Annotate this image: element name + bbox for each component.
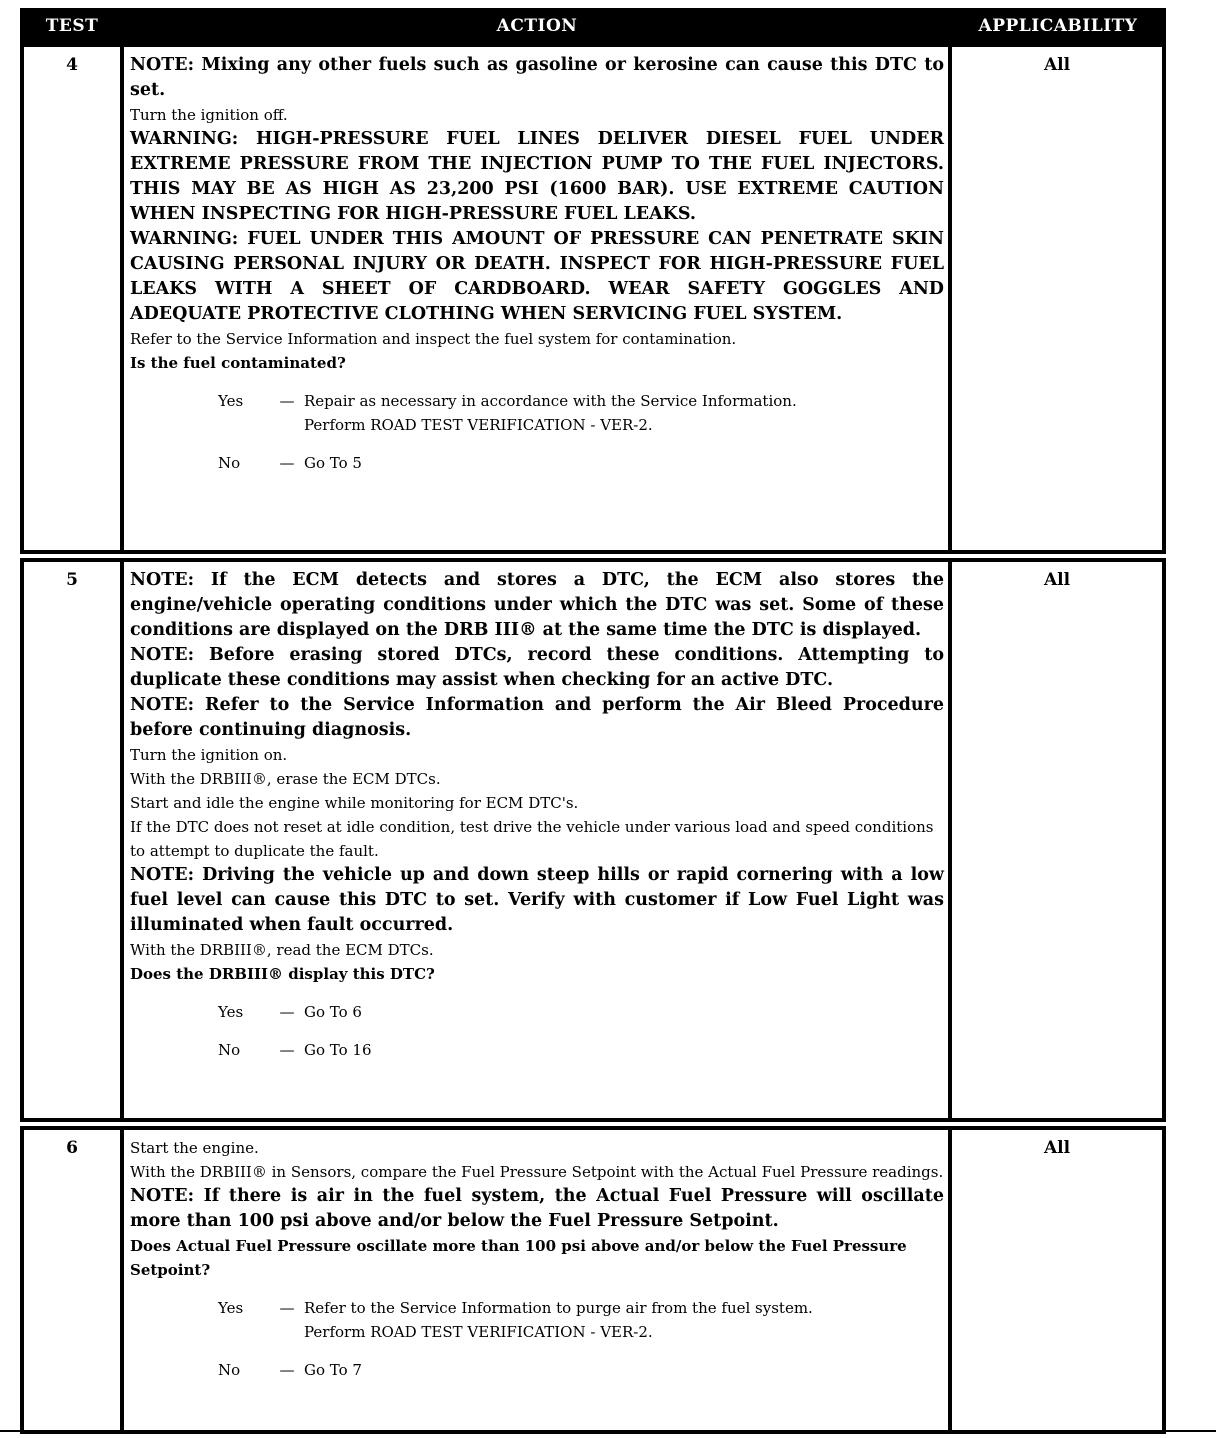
- note-text: NOTE: If there is air in the fuel system, the Actual Fuel Pressure will oscillate more than 100 psi above and/or below the Fuel Pressure Setpoint.: [130, 1186, 944, 1231]
- step-text: Start the engine.: [130, 1139, 259, 1157]
- no-answer: [130, 1358, 944, 1382]
- step-text: Start and idle the engine while monitoring for ECM DTC's.: [130, 794, 579, 812]
- no-label: No: [218, 1041, 241, 1059]
- applicability-value: All: [952, 1130, 1162, 1430]
- yes-label: Yes: [218, 392, 244, 410]
- step-text: Turn the ignition off.: [130, 106, 288, 124]
- no-action: Go To 7: [304, 1361, 362, 1379]
- note-text: NOTE: If the ECM detects and stores a DTC, the ECM also stores the engine/vehicle operating conditions under which the DTC was set. Some of these conditions are displayed on the DRB III® at the same time the DTC is displayed.: [130, 570, 944, 640]
- dash: —: [279, 454, 295, 472]
- header-action: ACTION: [496, 15, 578, 36]
- yes-answer: [130, 389, 944, 437]
- table-row: [20, 43, 1166, 554]
- note-text: NOTE: Mixing any other fuels such as gasoline or kerosine can cause this DTC to set.: [130, 55, 944, 100]
- header-applicability: APPLICABILITY: [978, 15, 1138, 36]
- yes-action: Refer to the Service Information to purge air from the fuel system.: [304, 1299, 813, 1317]
- yes-action-2: Perform ROAD TEST VERIFICATION - VER-2.: [304, 1323, 653, 1341]
- no-answer: [130, 451, 944, 475]
- bottom-rule: [0, 1430, 1216, 1432]
- yes-answer: [130, 1296, 944, 1344]
- applicability-value: All: [952, 562, 1162, 1118]
- test-number: 6: [24, 1130, 120, 1430]
- action-cell: [124, 47, 948, 550]
- test-number: 5: [24, 562, 120, 1118]
- question-text: Does Actual Fuel Pressure oscillate more than 100 psi above and/or below the Fuel Pressure Setpoint?: [130, 1237, 907, 1279]
- dash: —: [279, 392, 295, 410]
- note-text: NOTE: Driving the vehicle up and down steep hills or rapid cornering with a low fuel level can cause this DTC to set. Verify with customer if Low Fuel Light was illuminated when fault occurred.: [130, 865, 944, 935]
- question-text: Is the fuel contaminated?: [130, 354, 346, 372]
- no-action: Go To 16: [304, 1041, 372, 1059]
- test-number: 4: [24, 47, 120, 550]
- applicability-value: All: [952, 47, 1162, 550]
- yes-action: Repair as necessary in accordance with the Service Information.: [304, 392, 797, 410]
- dash: —: [279, 1041, 295, 1059]
- action-cell: [124, 562, 948, 1118]
- step-text: Turn the ignition on.: [130, 746, 288, 764]
- header-test: TEST: [45, 15, 99, 36]
- dash: —: [279, 1299, 295, 1317]
- dash: —: [279, 1361, 295, 1379]
- warning-text: WARNING: FUEL UNDER THIS AMOUNT OF PRESSURE CAN PENETRATE SKIN CAUSING PERSONAL INJURY OR DEATH. INSPECT FOR HIGH-PRESSURE FUEL LEAKS WITH A SHEET OF CARDBOARD. WEAR SAFETY GOGGLES AND ADEQUATE PROTECTIVE CLOTHING WHEN SERVICING FUEL SYSTEM.: [130, 229, 944, 324]
- dash: —: [279, 1003, 295, 1021]
- step-text: With the DRBIII®, read the ECM DTCs.: [130, 941, 434, 959]
- no-answer: [130, 1038, 944, 1062]
- yes-label: Yes: [218, 1299, 244, 1317]
- table-row: [20, 558, 1166, 1122]
- step-text: With the DRBIII®, erase the ECM DTCs.: [130, 770, 441, 788]
- note-text: NOTE: Refer to the Service Information and perform the Air Bleed Procedure before continuing diagnosis.: [130, 695, 944, 740]
- yes-action-2: Perform ROAD TEST VERIFICATION - VER-2.: [304, 416, 653, 434]
- no-label: No: [218, 1361, 241, 1379]
- table-row: [20, 1126, 1166, 1434]
- yes-action: Go To 6: [304, 1003, 362, 1021]
- yes-label: Yes: [218, 1003, 244, 1021]
- warning-text: WARNING: HIGH-PRESSURE FUEL LINES DELIVER DIESEL FUEL UNDER EXTREME PRESSURE FROM THE INJECTION PUMP TO THE FUEL INJECTORS. THIS MAY BE AS HIGH AS 23,200 PSI (1600 BAR). USE EXTREME CAUTION WHEN INSPECTING FOR HIGH-PRESSURE FUEL LEAKS.: [130, 129, 944, 224]
- step-text: If the DTC does not reset at idle condition, test drive the vehicle under various load and speed conditions to attempt to duplicate the fault.: [130, 818, 934, 860]
- question-text: Does the DRBIII® display this DTC?: [130, 965, 435, 983]
- diagnostic-table: [20, 8, 1166, 1438]
- no-action: Go To 5: [304, 454, 362, 472]
- no-label: No: [218, 454, 241, 472]
- table-header: [20, 8, 1166, 43]
- yes-answer: [130, 1000, 944, 1024]
- step-text: Refer to the Service Information and inspect the fuel system for contamination.: [130, 330, 737, 348]
- action-cell: [124, 1130, 948, 1430]
- note-text: NOTE: Before erasing stored DTCs, record these conditions. Attempting to duplicate these conditions may assist when checking for an active DTC.: [130, 645, 944, 690]
- step-text: With the DRBIII® in Sensors, compare the Fuel Pressure Setpoint with the Actual Fuel Pressure readings.: [130, 1163, 944, 1181]
